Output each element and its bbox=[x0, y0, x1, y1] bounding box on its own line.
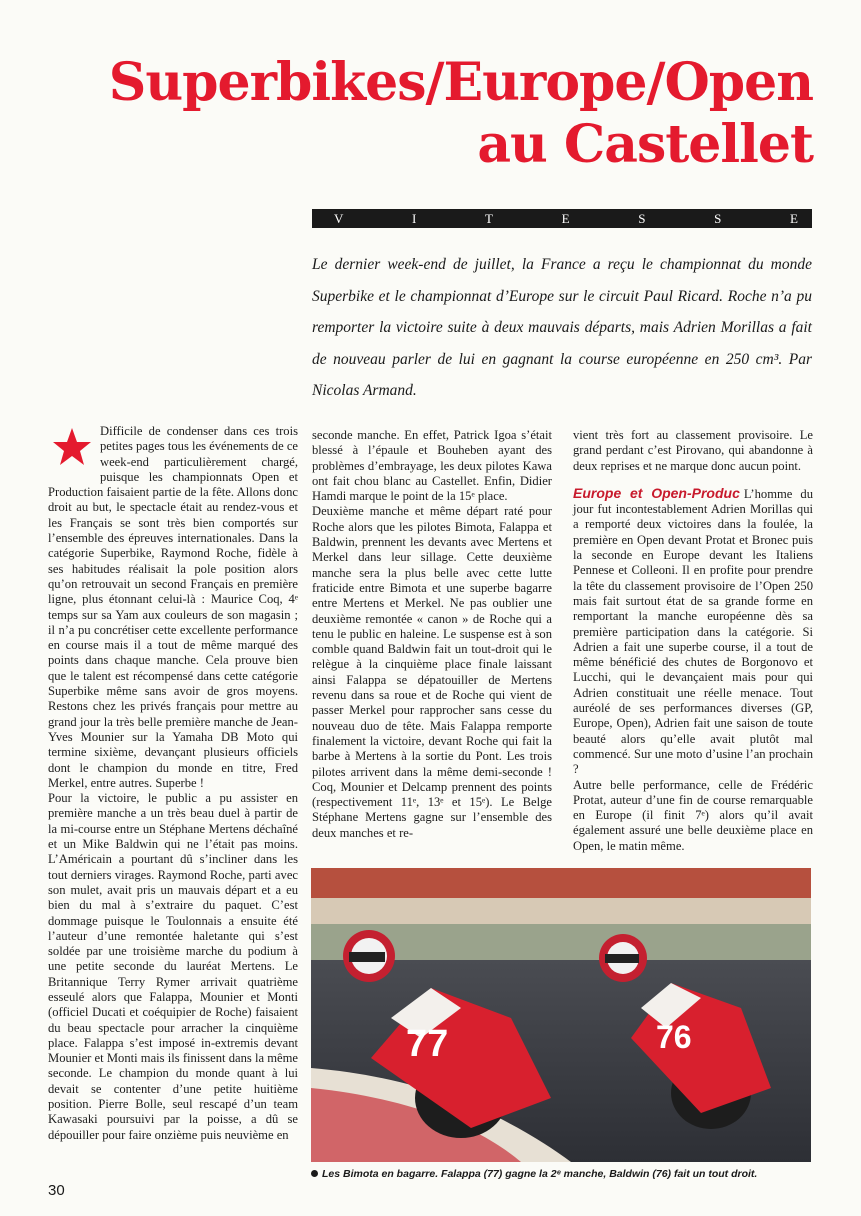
section-letter: I bbox=[412, 210, 417, 226]
section-letter: T bbox=[485, 210, 493, 226]
section-letter: E bbox=[561, 210, 570, 226]
body-paragraph bbox=[573, 486, 813, 778]
section-label-band bbox=[312, 209, 812, 228]
section-subhead: Europe et Open-Produc bbox=[573, 484, 740, 501]
body-paragraph: Autre belle performance, celle de Frédéric Protat, auteur d’une fin de course remarquable en Europe (il finit 7ᵉ) alors qu’il avait également assuré une belle deuxième place en Open, le matin même. bbox=[573, 777, 813, 853]
section-letter: S bbox=[638, 210, 646, 226]
race-photo bbox=[311, 868, 811, 1162]
page-number: 30 bbox=[48, 1182, 65, 1199]
article-lede: Le dernier week-end de juillet, la France a reçu le championnat du monde Superbike et le championnat d’Europe sur le circuit Paul Ricard. Roche n’a pu remporter la victoire suite à deux mauvais départs, mais Adrien Morillas a fait de nouveau parler de lui en gagnant la course européenne en 250 cm³. Par Nicolas Armand. bbox=[312, 256, 812, 399]
headline-line-2: au Castellet bbox=[477, 114, 813, 175]
body-paragraph: Pour la victoire, le public a pu assister en première manche a un très beau duel à partir de la mi-course entre un Stéphane Mertens déchaîné et un Mike Baldwin qui ne l’était pas moins. L’Américain a pourtant dû s’incliner dans les tout derniers virages. Raymond Roche, parti avec son mulet, avait pris un mauvais départ et a eu bien du mal à s’extraire du paquet. C’est dommage puisque le Toulonnais a ensuite été l’auteur d’une remontée haletante qui s’est soldée par une troisième marche du podium à une petite seconde du lauréat Mertens. Le Britannique Terry Rymer arrivait quatrième esseulé alors que Falappa, Mounier et Monti (officiel Ducati et coéquipier de Roche) faisaient du beau spectacle pour arracher la cinquième place. Falappa s’est imposé in-extremis devant Mounier et Monti mais ils finissent dans la même seconde. Le champion du monde quant à lui devait se contenter d’une petite huitième position. Pierre Bolle, seul rescapé d’un team Kawasaki poursuivi par la poisse, a dû se dépouiller pour faire onzième puis neuvième en bbox=[48, 791, 298, 1142]
body-column-1 bbox=[48, 424, 298, 1143]
caption-text: Les Bimota en bagarre. Falappa (77) gagne la 2ᵉ manche, Baldwin (76) fait un tout droit. bbox=[322, 1168, 758, 1180]
article-headline bbox=[33, 52, 813, 176]
body-paragraph: vient très fort au classement provisoire. Le grand perdant c’est Pirovano, qui abandonne à deux reprises et ne marque donc aucun point. bbox=[573, 428, 813, 473]
photo-caption bbox=[311, 1168, 831, 1180]
body-paragraph: Difficile de condenser dans ces trois petites pages tous les événements de ce week-end particulièrement chargé, puisque les championnats Open et Production faisaient partie de la fête. Allons donc droit au but, le spectacle était au rendez-vous et les Français se sont très bien comportés sur l’ensemble des épreuves internationales. Dans la catégorie Superbike, Raymond Roche, fidèle à ses habitudes réalisait la pole position alors qu’on retrouvait un second Français en première ligne, plus étonnant celui-là : Maurice Coq, 4ᵉ temps sur sa Yam aux couleurs de son magasin ; il n’a pu concrétiser cette excellente performance en course mais il a tout de même marqué des points dans chaque manche. Cela prouve bien que le talent est récompensé dans cette catégorie Superbike même sans avoir de gros moyens. Restons chez les privés français pour mettre au grand jour la très belle première manche de Jean-Yves Mounier sur la Yamaha DB Moto qui termine sixième, devançant plusieurs officiels dont le champion du monde en titre, Fred Merkel, entre autres. Superbe ! bbox=[48, 424, 298, 790]
race-photo-illustration bbox=[311, 868, 811, 1162]
section-letter: V bbox=[334, 210, 344, 226]
subhead-paragraph-text: L’homme du jour fut incontestablement Adrien Morillas qui a remporté deux victoires dans la foulée, la première en Open devant Protat et Bronec puis la seconde en Europe devant les Italiens Pennese et Colleoni. Il en profite pour prendre la tête du classement provisoire de l’Open 250 mais fait surtout état de sa grande forme en remportant la manche européenne dès sa première participation dans la catégorie. Si Adrien a fait une superbe course, il a tout de même bénéficié des chutes de Borgonovo et Lucchi, qui le devançaient mais pour qui Adrien constituait une réelle menace. Tout auréolé de ses performances diverses (GP, Europe, Open), Adrien fait une saison de toute beauté alors qu’elle avait plutôt mal commencé. Sur une moto d’usine l’an prochain ? bbox=[573, 486, 813, 777]
section-letter: S bbox=[714, 210, 722, 226]
headline-line-1: Superbikes/Europe/Open bbox=[108, 52, 813, 113]
body-column-3 bbox=[573, 428, 813, 854]
bullet-icon bbox=[311, 1170, 318, 1177]
body-paragraph: Deuxième manche et même départ raté pour Roche alors que les pilotes Bimota, Falappa et Baldwin, prennent les devants avec Mertens et Merkel dans leur sillage. Cette deuxième manche sera la plus belle avec cette lutte fraticide entre Bimota et une superbe bagarre entre Mertens et Merkel. Ne pas oublier une deuxième remontée « canon » de Roche qui a tenu le public en haleine. Le suspense est à son comble quand Baldwin fait un tout-droit qui le relègue à la cinquième place finale laissant ainsi Falappa se dépatouiller de Mertens revenu dans sa roue et de Roche qui vient de passer Merkel pour rapprocher sans cesse du nouveau duo de tête. Mais Falappa remporte finalement la victoire, devant Roche qui fait la barbe à Mertens à la sortie du Pont. Les trois pilotes arrivent dans la même demi-seconde ! Coq, Mounier et Delcamp prennent des points (respectivement 11ᵉ, 13ᵉ et 15ᵉ). Le Belge Stéphane Mertens gagne sur l’ensemble des deux manches et re- bbox=[312, 504, 552, 840]
bike-number-76: 76 bbox=[656, 1019, 692, 1055]
bike-number-77: 77 bbox=[406, 1023, 449, 1065]
body-paragraph: seconde manche. En effet, Patrick Igoa s’était blessé à l’épaule et Bouheben ayant des problèmes d’embrayage, les deux pilotes Kawa ont fait chou blanc au Castellet. Enfin, Didier Hamdi marque le point de la 15ᵉ place. bbox=[312, 428, 552, 504]
section-letter: E bbox=[790, 210, 798, 226]
star-icon bbox=[50, 424, 94, 470]
body-column-2 bbox=[312, 428, 552, 841]
